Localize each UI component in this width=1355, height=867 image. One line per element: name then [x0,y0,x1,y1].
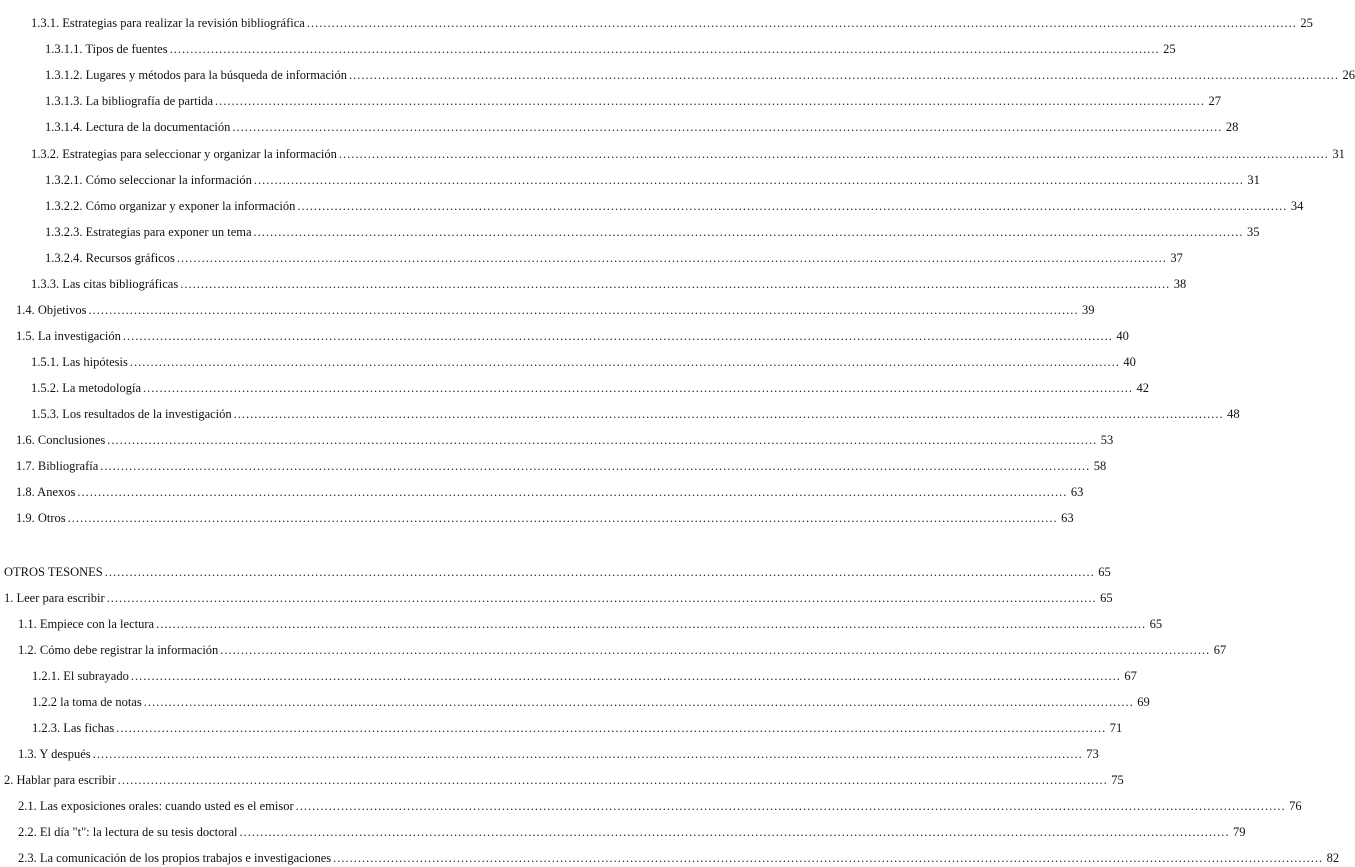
toc-entry-page: 48 [1227,407,1240,421]
toc-entry [45,171,1260,189]
toc-entry [4,589,1113,607]
toc-entry-label: 2.1. Las exposiciones orales: cuando usted es el emisor [18,799,294,813]
dot-leader [232,118,1222,136]
toc-entry-label: 1.3.2. Estrategias para seleccionar y organizar la información [31,147,337,161]
toc-entry [31,379,1150,397]
toc-entry-page: 31 [1332,147,1345,161]
toc-entry-label: 1.5.2. La metodología [31,381,142,395]
toc-entry [31,145,1345,163]
toc-entry-page: 25 [1300,16,1313,30]
dot-leader [88,301,1078,319]
toc-entry-page: 53 [1100,433,1114,447]
toc-entry-page: 65 [1149,617,1163,631]
dot-leader [107,431,1097,449]
toc-entry-label: 1.5.3. Los resultados de la investigación [31,407,232,421]
dot-leader [93,745,1083,763]
dot-leader [333,849,1323,867]
toc-entry-page: 26 [1342,68,1355,82]
toc-entry-label: 1.8. Anexos [16,485,76,499]
toc-entry-page: 40 [1123,355,1136,369]
toc-entry-label: 1.3.1.3. La bibliografía de partida [45,94,213,108]
dot-leader [100,457,1090,475]
toc-entry-page: 42 [1136,381,1150,395]
toc-entry [16,509,1074,527]
dot-leader [307,14,1297,32]
toc-entry [31,275,1187,293]
toc-entry-page: 71 [1109,721,1123,735]
dot-leader [170,40,1160,58]
toc-entry [32,693,1150,711]
toc-entry-page: 28 [1225,120,1239,134]
toc-entry [16,483,1084,501]
toc-entry-page: 39 [1081,303,1095,317]
toc-entry [31,14,1313,32]
dot-leader [68,509,1058,527]
toc-entry-label: 1.5.1. Las hipótesis [31,355,128,369]
dot-leader [156,615,1146,633]
toc-entry-label: 1.6. Conclusiones [16,433,106,447]
toc-entry [18,745,1099,763]
toc-entry-label: 2.3. La comunicación de los propios trabajos e investigaciones [18,851,332,865]
toc-entry-page: 67 [1124,669,1137,683]
dot-leader [180,275,1170,293]
toc-entry-page: 34 [1290,199,1304,213]
toc-entry-label: 1.2. Cómo debe registrar la información [18,643,219,657]
toc-entry-label: 1.3.2.1. Cómo seleccionar la información [45,173,252,187]
toc-entry [18,823,1246,841]
dot-leader [143,379,1133,397]
toc-entry [45,40,1176,58]
toc-entry-page: 65 [1100,591,1113,605]
toc-entry [31,353,1136,371]
toc-entry-label: 1.2.1. El subrayado [32,669,129,683]
toc-entry-label: 1.3.1.1. Tipos de fuentes [45,42,168,56]
toc-entry-label: 1.3.1.4. Lectura de la documentación [45,120,231,134]
toc-entry-page: 69 [1137,695,1150,709]
dot-leader [254,171,1244,189]
toc-entry-label: 1.2.2 la toma de notas [32,695,142,709]
dot-leader [105,563,1095,581]
toc-entry [18,615,1163,633]
dot-leader [116,719,1106,737]
dot-leader [234,405,1224,423]
dot-leader [254,223,1244,241]
toc-entry-label: 1.2.3. Las fichas [32,721,115,735]
dot-leader [107,589,1097,607]
toc-entry [16,327,1129,345]
toc-entry-label: 1.5. La investigación [16,329,121,343]
dot-leader [339,145,1329,163]
dot-leader [215,92,1205,110]
toc-entry-label: 1.9. Otros [16,511,66,525]
toc-entry-label: 1.3.1. Estrategias para realizar la revisión bibliográfica [31,16,305,30]
toc-entry-page: 75 [1111,773,1124,787]
toc-entry-page: 37 [1170,251,1183,265]
toc-entry-label: 2. Hablar para escribir [4,773,116,787]
toc-entry-page: 73 [1086,747,1099,761]
toc-entry-label: 1. Leer para escribir [4,591,105,605]
dot-leader [296,797,1286,815]
toc-entry-label: 1.3.2.2. Cómo organizar y exponer la información [45,199,296,213]
dot-leader [118,771,1108,789]
toc-entry-label: 1.3.2.4. Recursos gráficos [45,251,175,265]
toc-entry-page: 82 [1326,851,1340,865]
toc-entry-label: 1.1. Empiece con la lectura [18,617,155,631]
toc-entry-page: 79 [1233,825,1246,839]
toc-entry-page: 27 [1208,94,1221,108]
toc-entry-label: 1.7. Bibliografía [16,459,99,473]
toc-entry [18,797,1302,815]
toc-entry-page: 35 [1247,225,1260,239]
toc-entry-label: 1.3. Y después [18,747,91,761]
toc-entry-page: 63 [1070,485,1084,499]
toc-entry-page: 76 [1289,799,1302,813]
toc-entry [31,405,1240,423]
toc-entry-label: 1.3.2.3. Estrategias para exponer un tema [45,225,252,239]
toc-entry [45,118,1239,136]
toc-entry [16,431,1114,449]
toc-entry-label: 2.2. El día "t": la lectura de su tesis doctoral [18,825,238,839]
dot-leader [144,693,1134,711]
toc-entry-page: 58 [1093,459,1107,473]
dot-leader [349,66,1339,84]
toc-entry-page: 67 [1213,643,1227,657]
toc-entry-label: 1.3.3. Las citas bibliográficas [31,277,179,291]
toc-entry-label: 1.3.1.2. Lugares y métodos para la búsqueda de información [45,68,347,82]
toc-entry-page: 31 [1247,173,1260,187]
toc-entry [18,849,1340,865]
dot-leader [130,353,1120,371]
toc-entry [45,223,1260,241]
toc-entry-page: 40 [1116,329,1129,343]
toc-entry [45,197,1304,215]
dot-leader [297,197,1287,215]
toc-entry [45,92,1221,110]
toc-entry [4,771,1124,789]
toc-entry-page: 63 [1061,511,1074,525]
toc-entry [16,301,1095,319]
toc-entry-page: 25 [1163,42,1176,56]
toc-entry [32,667,1137,685]
toc-entry-label: 1.4. Objetivos [16,303,87,317]
dot-leader [131,667,1121,685]
toc-entry-label: OTROS TESONES [4,565,103,579]
toc-entry [16,457,1107,475]
toc-entry [45,66,1355,84]
toc-entry [32,719,1123,737]
toc-entry [45,249,1183,267]
dot-leader [77,483,1067,501]
toc-entry-page: 38 [1173,277,1187,291]
toc-entry [18,641,1227,659]
dot-leader [240,823,1230,841]
toc-entry [4,563,1111,581]
toc-entry-page: 65 [1098,565,1111,579]
dot-leader [220,641,1210,659]
dot-leader [123,327,1113,345]
dot-leader [177,249,1167,267]
